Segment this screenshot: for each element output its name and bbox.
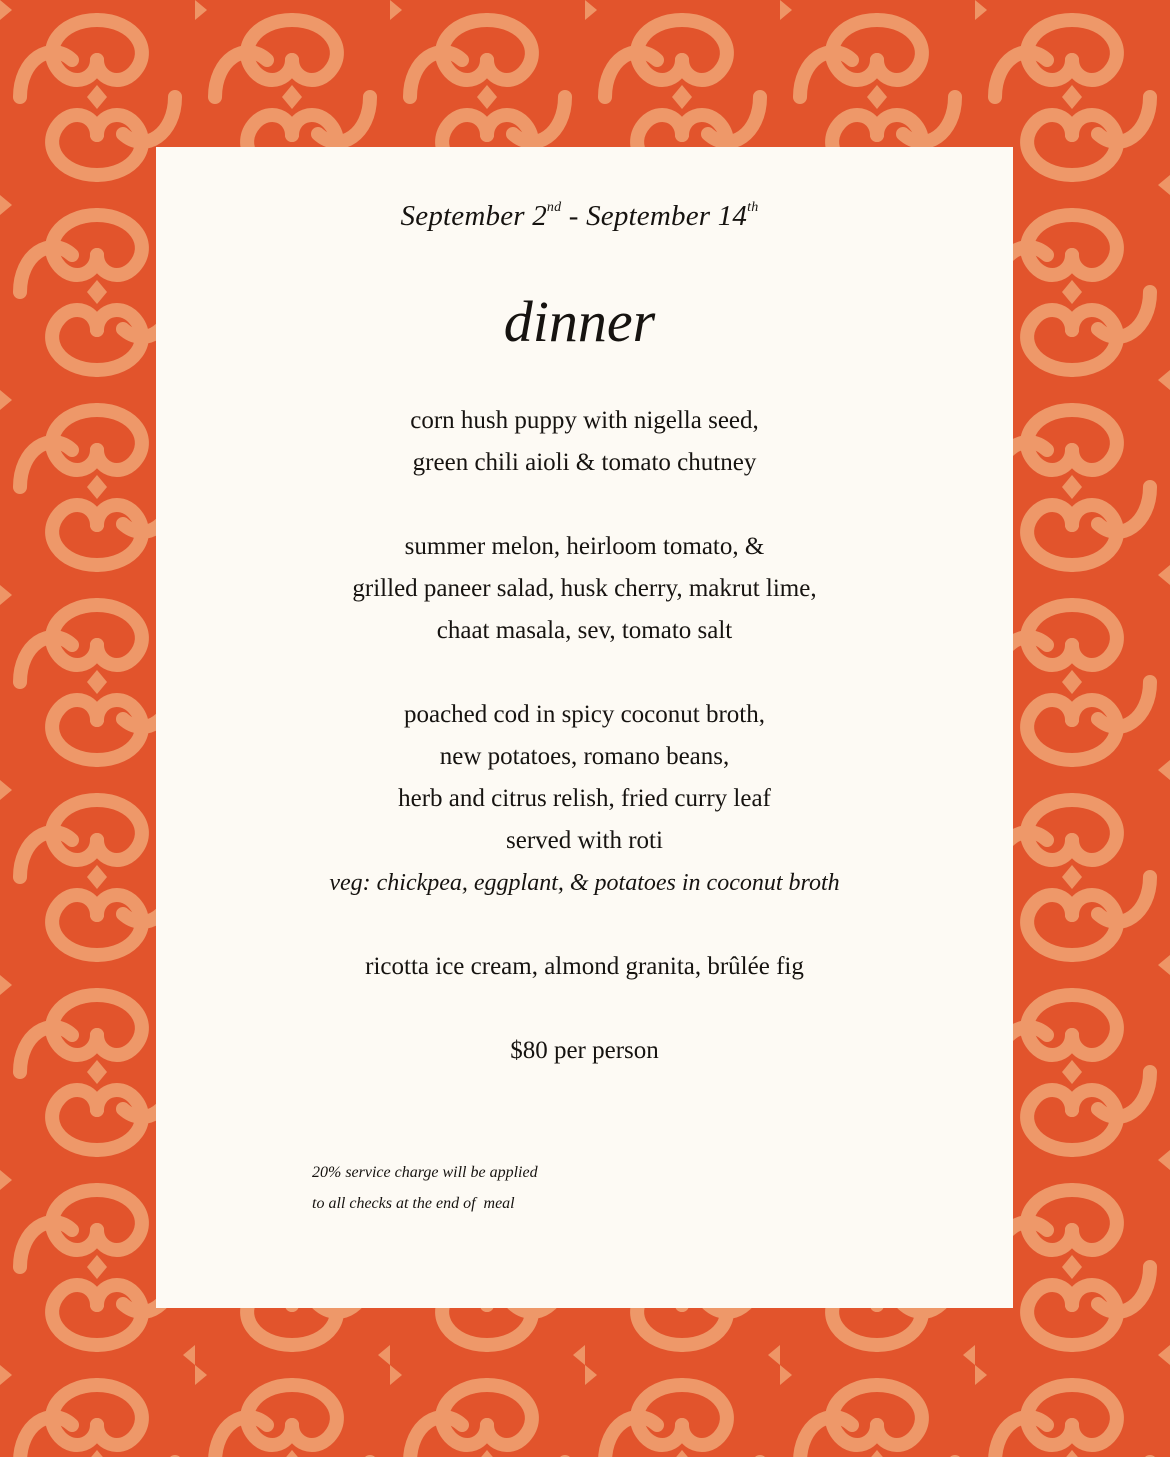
course-line: grilled paneer salad, husk cherry, makrut lime, xyxy=(352,575,817,602)
vegetarian-option: veg: chickpea, eggplant, & potatoes in coconut broth xyxy=(329,870,840,896)
menu-card xyxy=(156,147,1013,1308)
course-list xyxy=(156,400,1013,1072)
course-line: corn hush puppy with nigella seed, xyxy=(410,407,759,434)
date-separator: - xyxy=(561,200,587,232)
date-start-suffix: nd xyxy=(546,200,562,215)
course-line: chaat masala, sev, tomato salt xyxy=(436,617,733,644)
course-line: ricotta ice cream, almond granita, brûlée fig xyxy=(365,953,804,980)
service-note-line: to all checks at the end of meal xyxy=(312,1195,515,1212)
service-charge-note xyxy=(312,1157,538,1219)
course-line: herb and citrus relish, fried curry leaf xyxy=(398,785,771,812)
date-end-suffix: th xyxy=(747,200,759,215)
course-line: poached cod in spicy coconut broth, xyxy=(403,701,765,728)
course-line: served with roti xyxy=(506,827,663,854)
course-dessert xyxy=(156,946,1013,988)
date-start: September 2nd xyxy=(400,200,562,232)
course-line: new potatoes, romano beans, xyxy=(439,743,730,770)
course-salad xyxy=(156,526,1013,652)
service-note-line: 20% service charge will be applied xyxy=(312,1164,538,1181)
menu-title: dinner xyxy=(503,289,656,354)
course-line: summer melon, heirloom tomato, & xyxy=(404,533,765,560)
date-end: September 14th xyxy=(586,200,759,232)
course-line: green chili aioli & tomato chutney xyxy=(412,449,757,476)
date-range xyxy=(146,200,1013,233)
course-main xyxy=(156,694,1013,904)
price-per-person: $80 per person xyxy=(510,1037,659,1064)
course-starter xyxy=(156,400,1013,484)
